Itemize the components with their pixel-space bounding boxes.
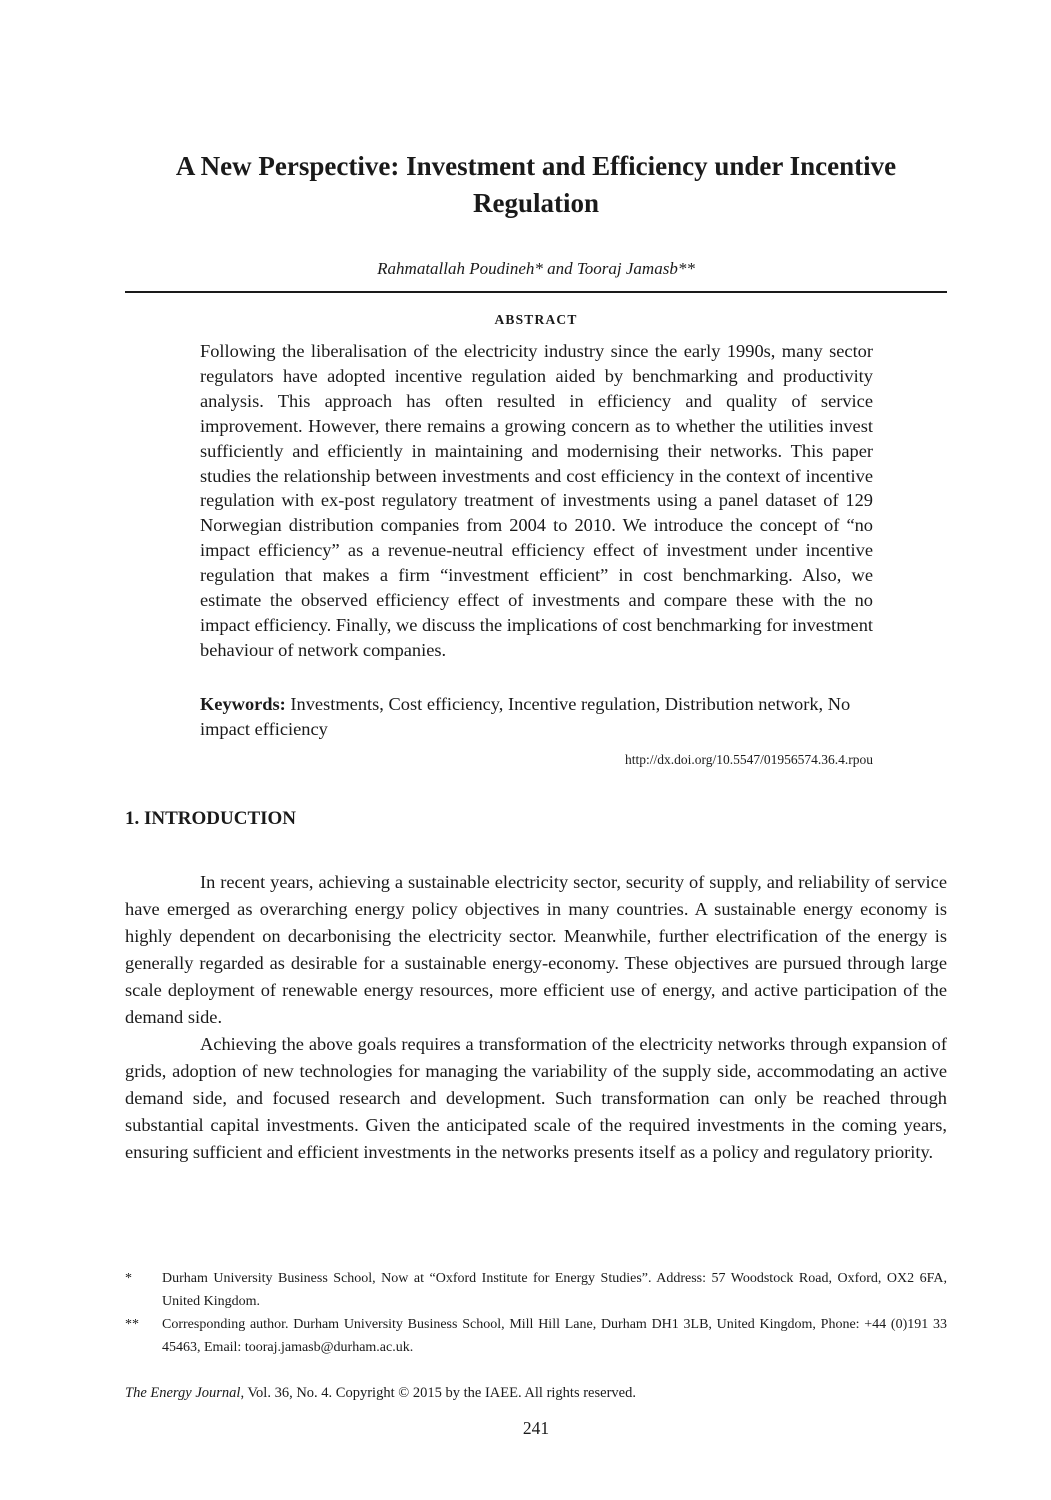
footnote (125, 1267, 947, 1313)
journal-name: The Energy Journal (125, 1385, 241, 1401)
keywords-label: Keywords: (200, 694, 286, 714)
doi-link[interactable]: http://dx.doi.org/10.5547/01956574.36.4.rpou (624, 752, 873, 767)
section-heading-introduction: 1. INTRODUCTION (125, 808, 297, 829)
keywords-list: Investments, Cost efficiency, Incentive regulation, Distribution network, No impact efficiency (200, 694, 851, 739)
authors-line: Rahmatallah Poudineh* and Tooraj Jamasb** (377, 259, 695, 278)
abstract-text: Following the liberalisation of the electricity industry since the early 1990s, many sector regulators have adopted incentive regulation aided by benchmarking and productivity analysis. This approach has often resulted in efficiency and quality of service improvement. However, there remains a growing concern as to whether the utilities invest sufficiently and efficiently in maintaining and modernising their networks. This paper studies the relationship between investments and cost efficiency in the context of incentive regulation with ex-post regulatory treatment of investments using a panel dataset of 129 Norwegian distribution companies from 2004 to 2010. We introduce the concept of “no impact efficiency” as a revenue-neutral efficiency effect of investment under incentive regulation that makes a firm “investment efficient” in cost benchmarking. Also, we estimate the observed efficiency effect of investments and compare these with the no impact efficiency. Finally, we discuss the implications of cost benchmarking for investment behaviour of network companies. (200, 341, 873, 660)
journal-citation (125, 1383, 947, 1403)
footnote-mark: ** (125, 1317, 139, 1332)
abstract-heading: ABSTRACT (494, 312, 578, 327)
page-number: 241 (522, 1418, 550, 1438)
footnote-text: Durham University Business School, Now at “Oxford Institute for Energy Studies”. Address: 57 Woodstock Road, Oxford, OX2 6FA, United Kingdom. (162, 1271, 947, 1309)
intro-paragraph: In recent years, achieving a sustainable electricity sector, security of supply, and reliability of service have emerged as overarching energy policy objectives in many countries. A sustainable energy economy is highly dependent on decarbonising the electricity sector. Meanwhile, further electrification of the energy is generally regarded as desirable for a sustainable energy-economy. These objectives are pursued through large scale deployment of renewable energy resources, more efficient use of energy, and active participation of the demand side. (125, 872, 947, 1027)
footnote-mark: * (125, 1271, 132, 1286)
introduction-body (125, 869, 947, 1166)
journal-details: , Vol. 36, No. 4. Copyright © 2015 by the IAEE. All rights reserved. (240, 1385, 636, 1401)
keywords-block (200, 692, 873, 742)
intro-paragraph: Achieving the above goals requires a transformation of the electricity networks through expansion of grids, adoption of new technologies for managing the variability of the supply side, accommodating an active demand side, and focused research and development. Such transformation can only be reached through substantial capital investments. Given the anticipated scale of the required investments in the coming years, ensuring sufficient and efficient investments in the networks presents itself as a policy and regulatory priority. (125, 1034, 947, 1162)
footnote-text: Corresponding author. Durham University Business School, Mill Hill Lane, Durham DH1 3LB, United Kingdom, Phone: +44 (0)191 33 45463, Email: tooraj.jamasb@durham.ac.uk. (162, 1317, 947, 1355)
paper-title: A New Perspective: Investment and Efficiency under Incentive Regulation (175, 151, 897, 218)
footnote (125, 1313, 947, 1359)
title-divider (125, 291, 947, 293)
footnotes (125, 1267, 947, 1359)
